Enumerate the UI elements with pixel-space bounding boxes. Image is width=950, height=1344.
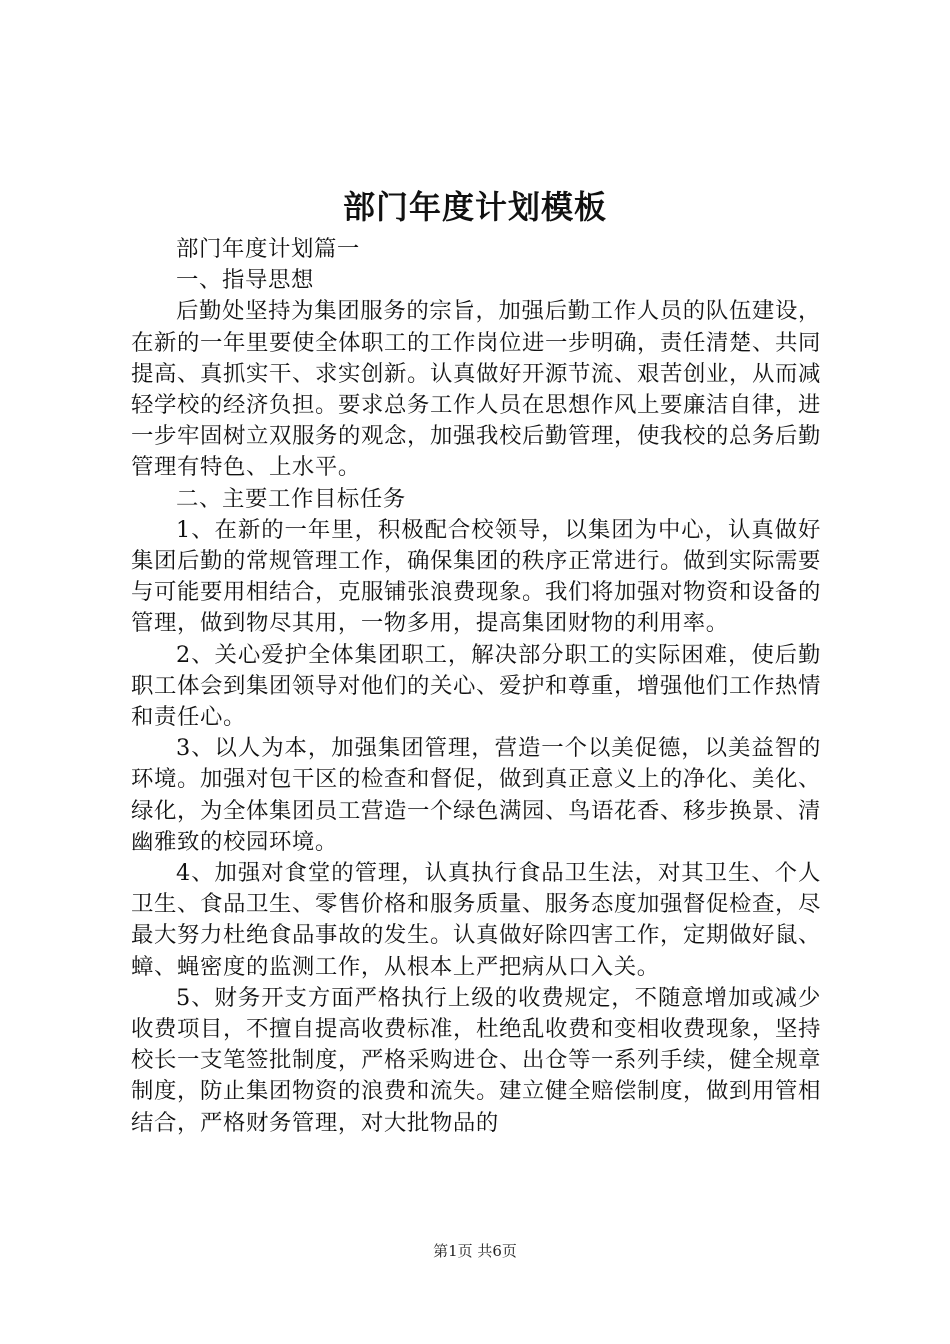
section-heading: 部门年度计划篇一 <box>176 236 360 262</box>
body-paragraph: 3、以人为本，加强集团管理，营造一个以美促德，以美益智的环境。加强对包干区的检查和督促，做到真正意义上的净化、美化、绿化，为全体集团员工营造一个绿色满园、鸟语花香、移步换景、清幽雅致的校园环境。 <box>131 735 821 855</box>
page-footer: 第1页 共6页 <box>433 1242 517 1260</box>
body-paragraph: 5、财务开支方面严格执行上级的收费规定，不随意增加或减少收费项目，不擅自提高收费标准，杜绝乱收费和变相收费现象，坚持校长一支笔签批制度，严格采购进仓、出仓等一系列手续，健全规章制度，防止集团物资的浪费和流失。建立健全赔偿制度，做到用管相结合，严格财务管理，对大批物品的 <box>131 984 821 1136</box>
body-paragraph: 4、加强对食堂的管理，认真执行食品卫生法，对其卫生、个人卫生、食品卫生、零售价格和服务质量、服务态度加强督促检查，尽最大努力杜绝食品事故的发生。认真做好除四害工作，定期做好鼠、蟑、蝇密度的监测工作，从根本上严把病从口入关。 <box>131 860 821 980</box>
body-paragraph: 2、关心爱护全体集团职工，解决部分职工的实际困难，使后勤职工体会到集团领导对他们的关心、爱护和尊重，增强他们工作热情和责任心。 <box>131 641 821 731</box>
document-body <box>131 234 821 1139</box>
subsection-heading: 一、指导思想 <box>176 267 314 294</box>
subsection-heading: 二、主要工作目标任务 <box>176 485 406 512</box>
body-paragraph: 1、在新的一年里，积极配合校领导，以集团为中心，认真做好集团后勤的常规管理工作，确保集团的秩序正常进行。做到实际需要与可能要用相结合，克服铺张浪费现象。我们将加强对物资和设备的管理，做到物尽其用，一物多用，提高集团财物的利用率。 <box>131 516 821 637</box>
body-paragraph: 后勤处坚持为集团服务的宗旨，加强后勤工作人员的队伍建设，在新的一年里要使全体职工的工作岗位进一步明确，责任清楚、共同提高、真抓实干、求实创新。认真做好开源节流、艰苦创业，从而减轻学校的经济负担。要求总务工作人员在思想作风上要廉洁自律，进一步牢固树立双服务的观念，加强我校后勤管理，使我校的总务后勤管理有特色、上水平。 <box>131 298 821 481</box>
document-title: 部门年度计划模板 <box>342 188 607 226</box>
